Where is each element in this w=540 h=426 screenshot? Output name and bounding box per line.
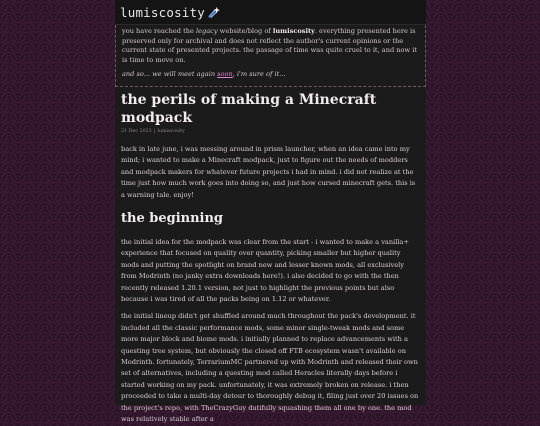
post-paragraph-2: the initial lineup didn't get shuffled around much throughout the pack's development. it included all the classic performance mods, some minor single-tweak mods and some more major block and biome mods. i initially planned to replace advancements with a questing tree system, but obviously the closed off FTB ecosystem wasn't available on Modrinth. fortunately, TerrariumMC partnered up with Modrinth and released their own set of alternatives, including a questing mod called Heracles literally days before i started working on my pack. unfortunately, it was extremely broken on release. i then proceeded to take a multi-day detour to thoroughly debug it, filing just over 20 issues on the project's repo, with TheCrazyGuy dutifully squashing them all one by one. the mod was relatively stable after a <box>121 312 419 424</box>
page-column <box>115 0 426 424</box>
notice-site-name: lumiscosity <box>272 27 315 35</box>
post-author: lumiscosity <box>157 128 185 134</box>
site-brand-link[interactable]: lumiscosity <box>120 4 205 20</box>
site-header <box>115 0 426 25</box>
notice-closing: and so... we will meet again soon, i'm sure of it... <box>122 70 286 79</box>
post-title: the perils of making a Minecraft modpack <box>121 91 377 126</box>
meta-separator: | <box>153 128 156 134</box>
sparkle-comet-icon <box>207 6 220 19</box>
legacy-notice <box>115 25 426 87</box>
post-intro: back in late june, i was messing around in prism launcher, when an idea came into my mind; i wanted to make a Minecraft modpack, just to figure out the needs of modders and modpack makers for whatever future projects i had in mind. i did not realize at the time just how much work goes into doing so, and just how cursed minecraft gets. this is a warning tale. enjoy! <box>121 144 416 199</box>
section-heading: the beginning <box>121 211 224 226</box>
blog-post <box>115 87 426 426</box>
post-date: 21 Dec 2023 <box>121 128 152 134</box>
legacy-word: legacy <box>195 27 218 35</box>
post-meta <box>121 129 420 134</box>
post-paragraph-1: the initial idea for the modpack was clear from the start - i wanted to make a vanilla+ experience that focused on quality over quantity, picking smaller but higher quality mods and putting the spotlight on brand new and lesser known mods, all exclusively from Modrinth (no janky extra downloads here!). i also decided to go with the then recently released 1.20.1 version, not just to highlight the previous points but also because i was tired of all the packs being on 1.12 or whatever. <box>121 238 409 304</box>
soon-link[interactable]: soon <box>217 70 233 79</box>
notice-intro: you have reached the legacy website/blog of lumiscosity. everything presented here is preserved only for archival and does not reflect the author's current opinions or the current state of presented projects. the passage of time was quite cruel to it, and now it is time to move on. <box>122 27 417 64</box>
